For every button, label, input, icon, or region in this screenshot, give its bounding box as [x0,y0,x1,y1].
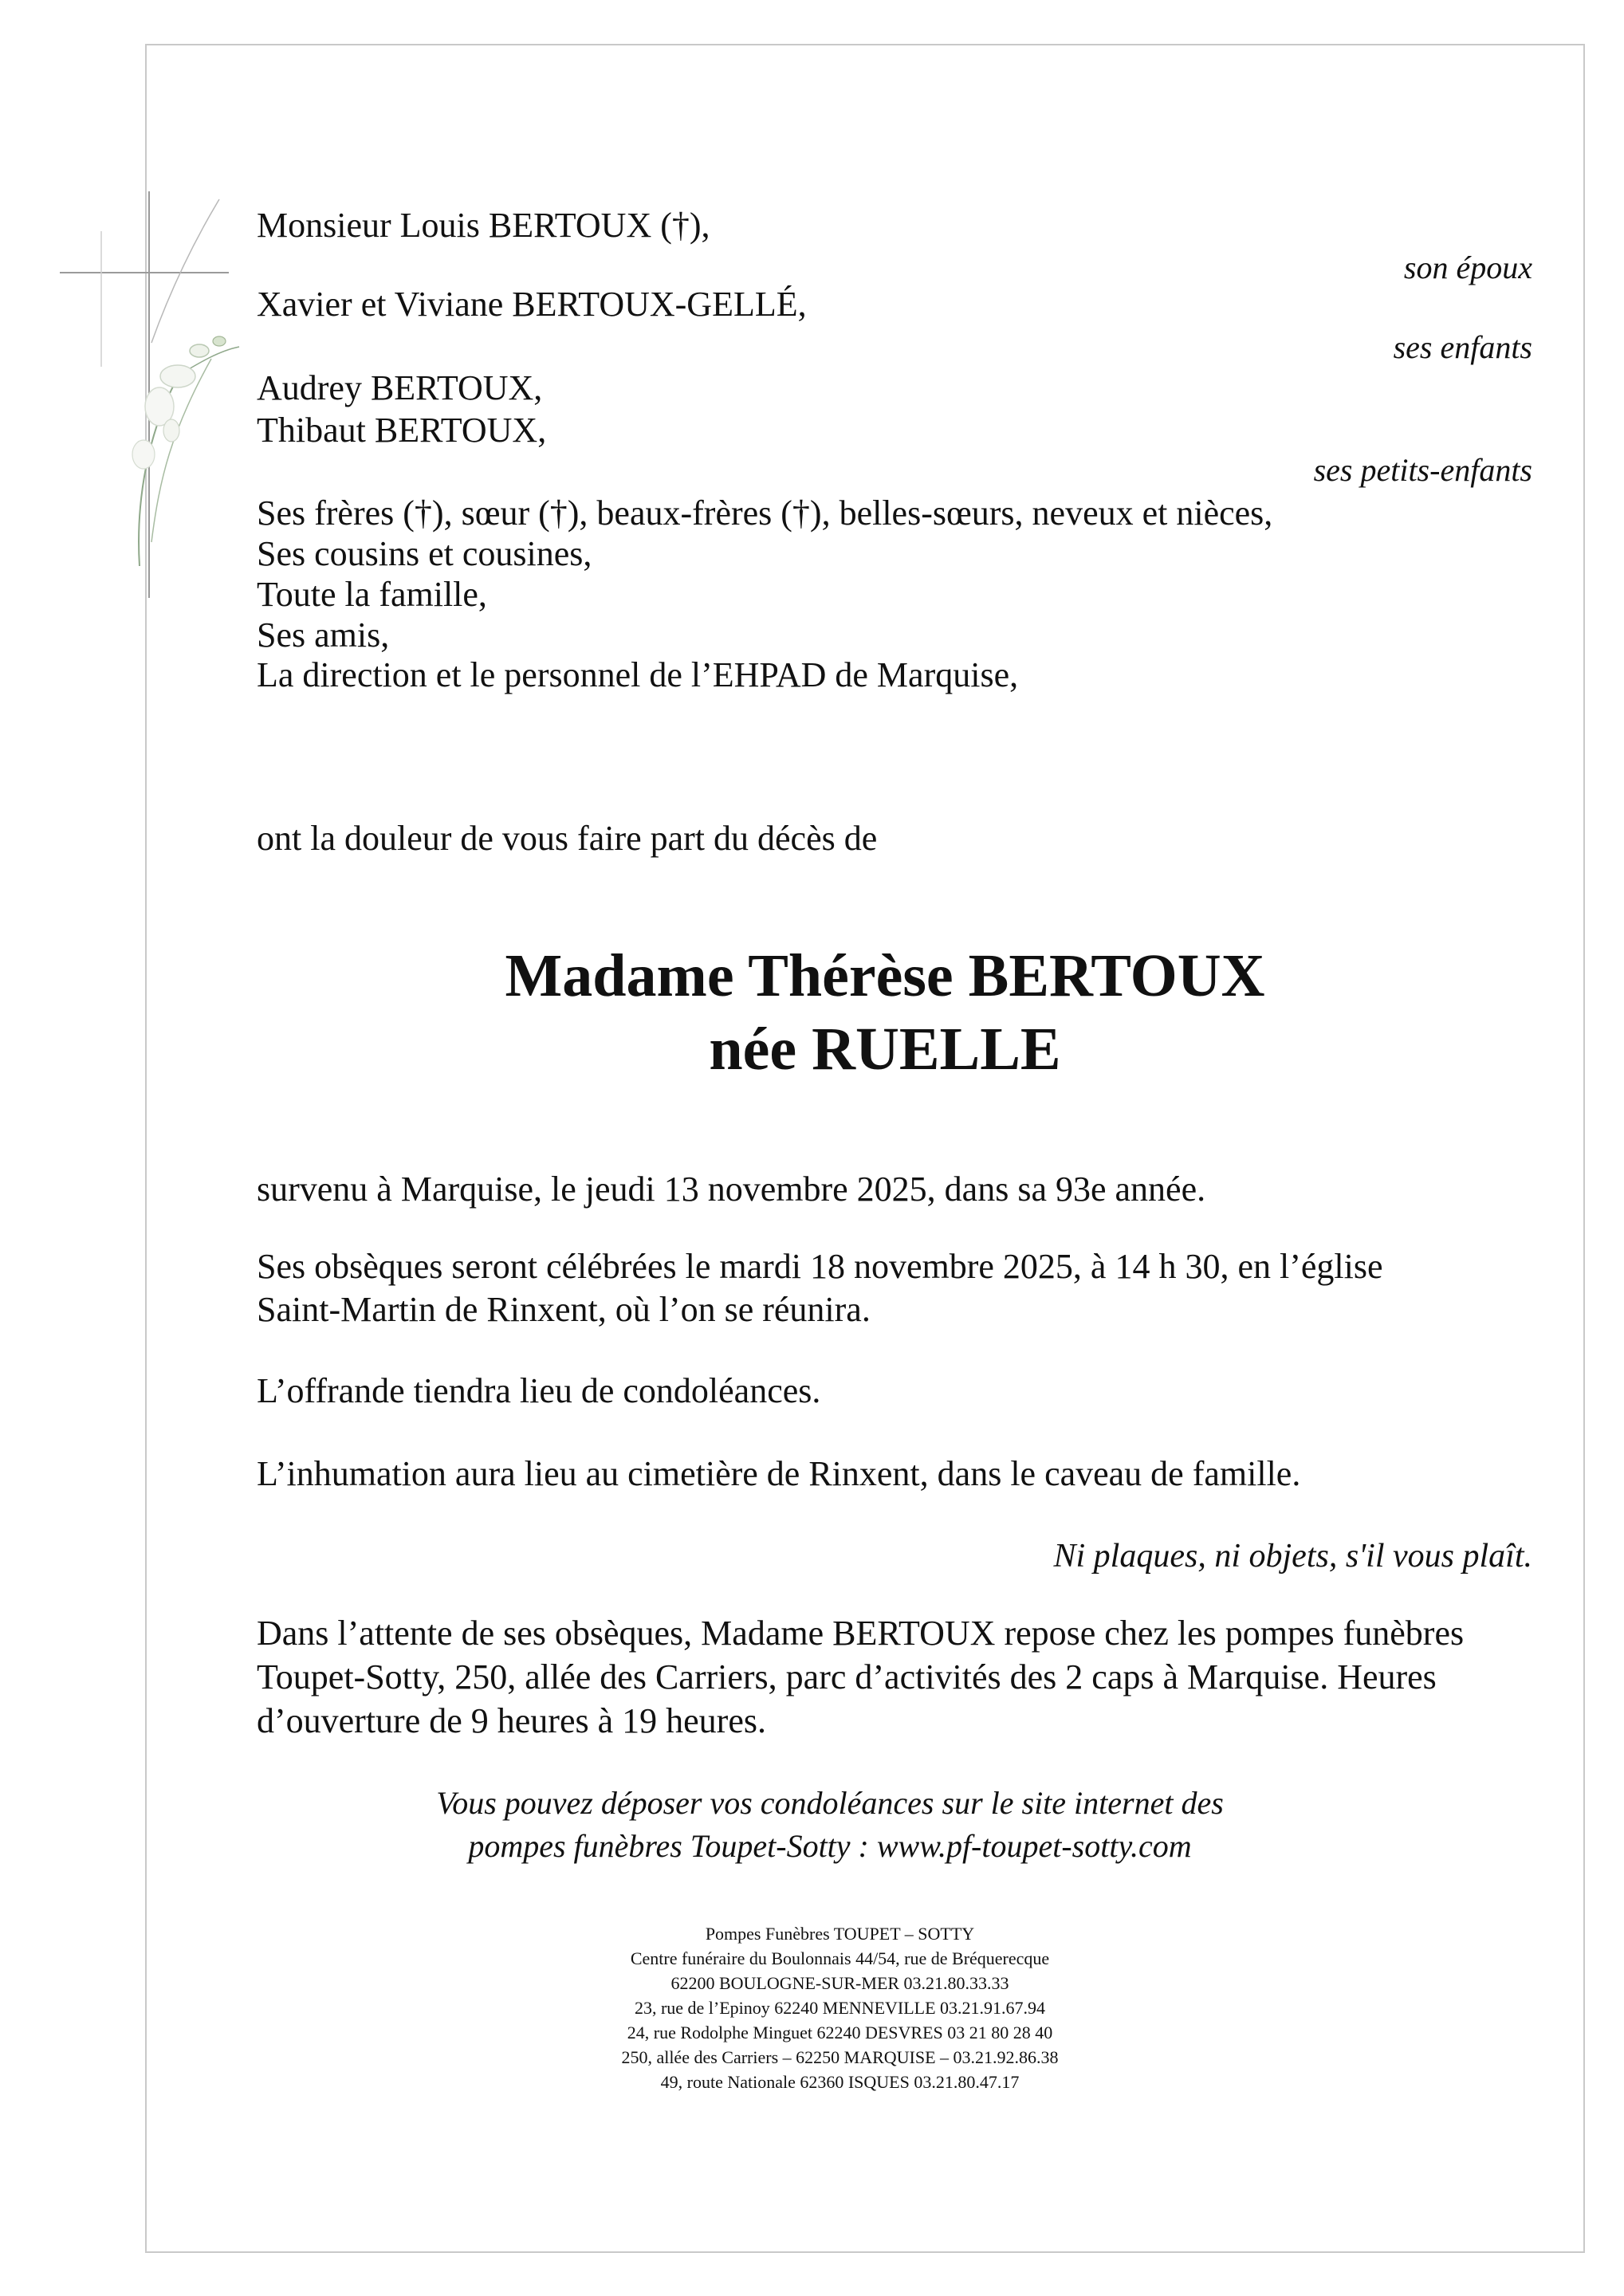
husband-line: Monsieur Louis BERTOUX (†), [257,206,710,245]
announcement: ont la douleur de vous faire part du décès de [257,819,878,858]
relatives-line: Ses frères (†), sœur (†), beaux-frères (†), belles-sœurs, neveux et nièces, [257,493,1273,533]
footer-line: Pompes Funèbres TOUPET – SOTTY [705,1924,975,1944]
children-line: Xavier et Viviane BERTOUX-GELLÉ, [257,285,807,324]
death-details: survenu à Marquise, le jeudi 13 novembre 2025, dans sa 93e année. [257,1170,1206,1209]
footer-line: 24, rue Rodolphe Minguet 62240 DESVRES 03 21 80 28 40 [627,2023,1053,2042]
funeral-line: Saint-Martin de Rinxent, où l’on se réunira. [257,1290,871,1329]
grandchild-line: Audrey BERTOUX, [257,368,543,407]
condolences-note [0,1782,1624,1868]
footer-line: 23, rue de l’Epinoy 62240 MENNEVILLE 03.21.91.67.94 [634,1998,1046,2018]
rest-line: d’ouverture de 9 heures à 19 heures. [257,1701,766,1740]
rest-line: Dans l’attente de ses obsèques, Madame BERTOUX repose chez les pompes funèbres [257,1614,1465,1653]
relatives-line: Ses cousins et cousines, [257,534,592,573]
grandchildren-role: ses petits-enfants [1313,452,1532,488]
deceased-name [0,939,1624,1086]
deceased-name-line2: née RUELLE [709,1016,1061,1083]
husband-role: son époux [1403,250,1532,285]
children-role: ses enfants [1393,329,1532,365]
funeral-line: Ses obsèques seront célébrées le mardi 18 novembre 2025, à 14 h 30, en l’église [257,1247,1383,1286]
no-plaques-note: Ni plaques, ni objets, s'il vous plaît. [1053,1538,1532,1575]
funeral-home-footer [0,1921,1624,2094]
deceased-name-line1: Madame Thérèse BERTOUX [505,942,1265,1009]
offering-line: L’offrande tiendra lieu de condoléances. [257,1371,821,1410]
footer-line: 62200 BOULOGNE-SUR-MER 03.21.80.33.33 [670,1973,1009,1993]
burial-line: L’inhumation aura lieu au cimetière de Rinxent, dans le caveau de famille. [257,1454,1301,1493]
footer-line: 49, route Nationale 62360 ISQUES 03.21.80.47.17 [660,2072,1020,2092]
condolences-line: Vous pouvez déposer vos condoléances sur le site internet des [436,1785,1224,1821]
footer-line: Centre funéraire du Boulonnais 44/54, rue de Bréquerecque [630,1948,1050,1968]
condolences-line: pompes funèbres Toupet-Sotty : www.pf-toupet-sotty.com [468,1828,1192,1864]
rest-line: Toupet-Sotty, 250, allée des Carriers, parc d’activités des 2 caps à Marquise. Heures [257,1657,1437,1696]
cross-flower-icon [60,167,243,598]
relatives-line: Ses amis, [257,615,390,655]
footer-line: 250, allée des Carriers – 62250 MARQUISE – 03.21.92.86.38 [621,2047,1059,2067]
relatives-line: Toute la famille, [257,575,487,614]
relatives-line: La direction et le personnel de l’EHPAD de Marquise, [257,655,1019,694]
grandchild-line: Thibaut BERTOUX, [257,411,547,450]
